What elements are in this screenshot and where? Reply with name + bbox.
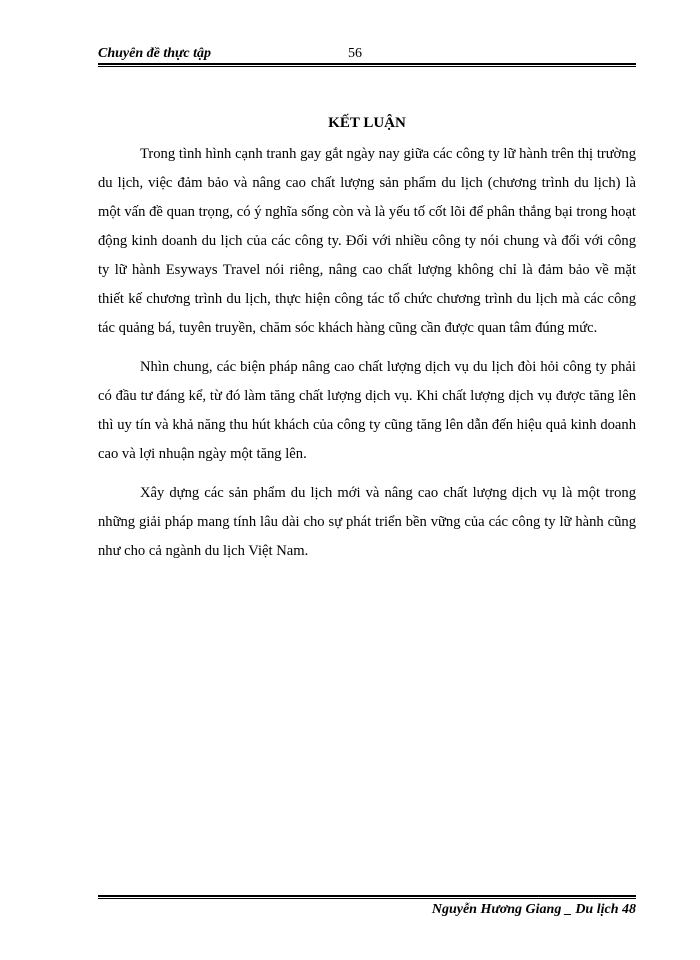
page-header [98, 44, 636, 64]
section-heading: KẾT LUẬN [328, 115, 406, 131]
page-footer: Nguyễn Hương Giang _ Du lịch 48 [431, 902, 636, 917]
header-rule [98, 63, 636, 67]
body-text [98, 140, 636, 576]
paragraph-3: Xây dựng các sản phẩm du lịch mới và nâng cao chất lượng dịch vụ là một trong những giải pháp mang tính lâu dài cho sự phát triển bền vững của các công ty lữ hành cũng như cho cả ngành du lịch Việt Nam. [98, 485, 636, 559]
footer-rule [98, 895, 636, 899]
paragraph-1: Trong tình hình cạnh tranh gay gắt ngày nay giữa các công ty lữ hành trên thị trường du lịch, việc đảm bảo và nâng cao chất lượng sản phẩm du lịch (chương trình du lịch) là một vấn đề quan trọng, có ý nghĩa sống còn và là yếu tố cốt lõi để phân thắng bại trong hoạt động kinh doanh du lịch của các công ty. Đối với nhiều công ty nói chung và đối với công ty lữ hành Esyways Travel nói riêng, nâng cao chất lượng không chỉ là đảm bảo về mặt thiết kế chương trình du lịch, thực hiện công tác tổ chức chương trình du lịch mà các công tác quảng bá, tuyên truyền, chăm sóc khách hàng cũng cần được quan tâm đúng mức. [98, 146, 636, 336]
paragraph-2: Nhìn chung, các biện pháp nâng cao chất lượng dịch vụ du lịch đòi hỏi công ty phải có đầu tư đáng kể, từ đó làm tăng chất lượng dịch vụ. Khi chất lượng dịch vụ được tăng lên thì uy tín và khả năng thu hút khách của công ty cũng tăng lên dẫn đến hiệu quả kinh doanh cao và lợi nhuận ngày một tăng lên. [98, 359, 636, 462]
header-title: Chuyên đề thực tập [98, 46, 212, 61]
page-number: 56 [348, 46, 362, 61]
